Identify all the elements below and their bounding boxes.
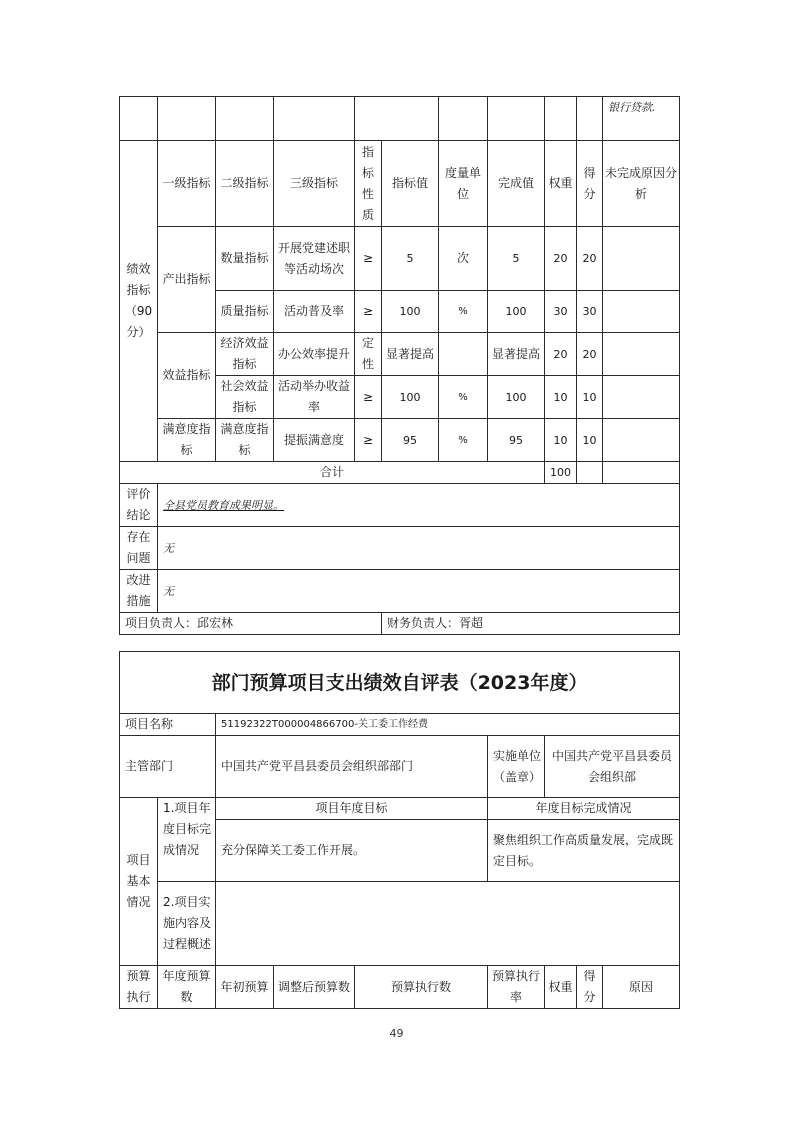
weight-cell: 20 <box>545 227 577 291</box>
score-cell: 10 <box>577 376 603 419</box>
problems-label: 存在问题 <box>120 527 158 570</box>
dept-label: 主管部门 <box>120 736 216 798</box>
header-cell: 度量单位 <box>439 141 488 227</box>
table-row <box>120 333 680 376</box>
weight-cell: 10 <box>545 419 577 462</box>
unit-cell: % <box>439 419 488 462</box>
unit-cell: % <box>439 291 488 333</box>
project-name-row <box>120 714 680 736</box>
level3-cell: 活动普及率 <box>274 291 355 333</box>
goal-text: 充分保障关工委工作开展。 <box>216 820 488 882</box>
improve-row <box>120 570 680 613</box>
budget-header: 预算执行数 <box>355 966 488 1009</box>
reason-cell <box>603 419 680 462</box>
actual-cell: 100 <box>488 376 545 419</box>
goal-header: 项目年度目标 <box>216 798 488 820</box>
dept-value: 中国共产党平昌县委员会组织部部门 <box>216 736 488 798</box>
reason-cell <box>603 227 680 291</box>
signature-row <box>120 613 680 635</box>
level2-cell: 经济效益指标 <box>216 333 274 376</box>
nature-cell: 定性 <box>355 333 382 376</box>
completion-header: 年度目标完成情况 <box>488 798 680 820</box>
budget-header: 预算执行率 <box>488 966 545 1009</box>
target-cell: 5 <box>382 227 439 291</box>
header-cell: 未完成原因分析 <box>603 141 680 227</box>
perf-label: 绩效指标（90分） <box>120 141 158 462</box>
performance-indicator-table <box>119 96 680 635</box>
budget-header: 得分 <box>577 966 603 1009</box>
target-cell: 显著提高 <box>382 333 439 376</box>
basic-label: 项目基本情况 <box>120 798 158 966</box>
level2-cell: 质量指标 <box>216 291 274 333</box>
target-cell: 100 <box>382 291 439 333</box>
level3-cell: 办公效率提升 <box>274 333 355 376</box>
score-cell: 20 <box>577 333 603 376</box>
nature-cell: ≥ <box>355 376 382 419</box>
problems-row <box>120 527 680 570</box>
page-number: 49 <box>389 1027 404 1040</box>
budget-header: 权重 <box>545 966 577 1009</box>
level2-cell: 数量指标 <box>216 227 274 291</box>
improve-text: 无 <box>158 570 680 613</box>
unit-cell: 次 <box>439 227 488 291</box>
table-row <box>120 419 680 462</box>
impl-section-row <box>120 882 680 966</box>
score-cell: 20 <box>577 227 603 291</box>
score-cell: 10 <box>577 419 603 462</box>
target-cell: 95 <box>382 419 439 462</box>
budget-header: 年度预算数 <box>158 966 216 1009</box>
improve-label: 改进措施 <box>120 570 158 613</box>
actual-cell: 5 <box>488 227 545 291</box>
impl-label: 实施单位（盖章） <box>488 736 545 798</box>
evaluation-text: 全县党员教育成果明显。 <box>158 484 680 527</box>
header-cell: 权重 <box>545 141 577 227</box>
actual-cell: 显著提高 <box>488 333 545 376</box>
continuation-row <box>120 97 680 141</box>
unit-cell: % <box>439 376 488 419</box>
weight-cell: 20 <box>545 333 577 376</box>
impl-section-text <box>216 882 680 966</box>
total-label: 合计 <box>120 462 545 484</box>
header-cell: 完成值 <box>488 141 545 227</box>
nature-cell: ≥ <box>355 419 382 462</box>
reason-cell <box>603 333 680 376</box>
budget-header: 调整后预算数 <box>274 966 355 1009</box>
header-cell: 指标性质 <box>355 141 382 227</box>
reason-cell <box>603 291 680 333</box>
level2-cell: 社会效益指标 <box>216 376 274 419</box>
header-cell: 二级指标 <box>216 141 274 227</box>
problems-text: 无 <box>158 527 680 570</box>
budget-label: 预算执行 <box>120 966 158 1009</box>
unit-cell <box>439 333 488 376</box>
reason-cell <box>603 376 680 419</box>
completion-text: 聚焦组织工作高质量发展，完成既定目标。 <box>488 820 680 882</box>
project-name-value: 51192322T000004866700-关工委工作经费 <box>216 714 680 736</box>
header-cell: 指标值 <box>382 141 439 227</box>
budget-header: 年初预算 <box>216 966 274 1009</box>
table-row <box>120 227 680 291</box>
continuation-note: 银行贷款. <box>603 97 680 141</box>
page-title: 部门预算项目支出绩效自评表（2023年度） <box>120 652 680 714</box>
weight-cell: 30 <box>545 291 577 333</box>
evaluation-label: 评价结论 <box>120 484 158 527</box>
level3-cell: 开展党建述职等活动场次 <box>274 227 355 291</box>
header-cell: 得分 <box>577 141 603 227</box>
actual-cell: 95 <box>488 419 545 462</box>
evaluation-row <box>120 484 680 527</box>
header-cell: 一级指标 <box>158 141 216 227</box>
header-row <box>120 141 680 227</box>
level3-cell: 活动举办收益率 <box>274 376 355 419</box>
department-row <box>120 736 680 798</box>
finance-lead: 财务负责人：胥超 <box>382 613 680 635</box>
level1-cell: 产出指标 <box>158 227 216 333</box>
level1-cell: 满意度指标 <box>158 419 216 462</box>
impl-value: 中国共产党平昌县委员会组织部 <box>545 736 680 798</box>
total-row <box>120 462 680 484</box>
actual-cell: 100 <box>488 291 545 333</box>
level1-cell: 效益指标 <box>158 333 216 419</box>
budget-self-evaluation-table <box>119 651 680 1009</box>
nature-cell: ≥ <box>355 291 382 333</box>
goal-section-label: 1.项目年度目标完成情况 <box>158 798 216 882</box>
score-cell: 30 <box>577 291 603 333</box>
weight-cell: 10 <box>545 376 577 419</box>
target-cell: 100 <box>382 376 439 419</box>
level2-cell: 满意度指标 <box>216 419 274 462</box>
title-row <box>120 652 680 714</box>
goal-header-row <box>120 798 680 820</box>
nature-cell: ≥ <box>355 227 382 291</box>
project-name-label: 项目名称 <box>120 714 216 736</box>
header-cell: 三级指标 <box>274 141 355 227</box>
budget-header: 原因 <box>603 966 680 1009</box>
impl-section-label: 2.项目实施内容及过程概述 <box>158 882 216 966</box>
level3-cell: 提振满意度 <box>274 419 355 462</box>
project-lead: 项目负责人：邱宏林 <box>120 613 382 635</box>
total-weight: 100 <box>545 462 577 484</box>
budget-header-row <box>120 966 680 1009</box>
